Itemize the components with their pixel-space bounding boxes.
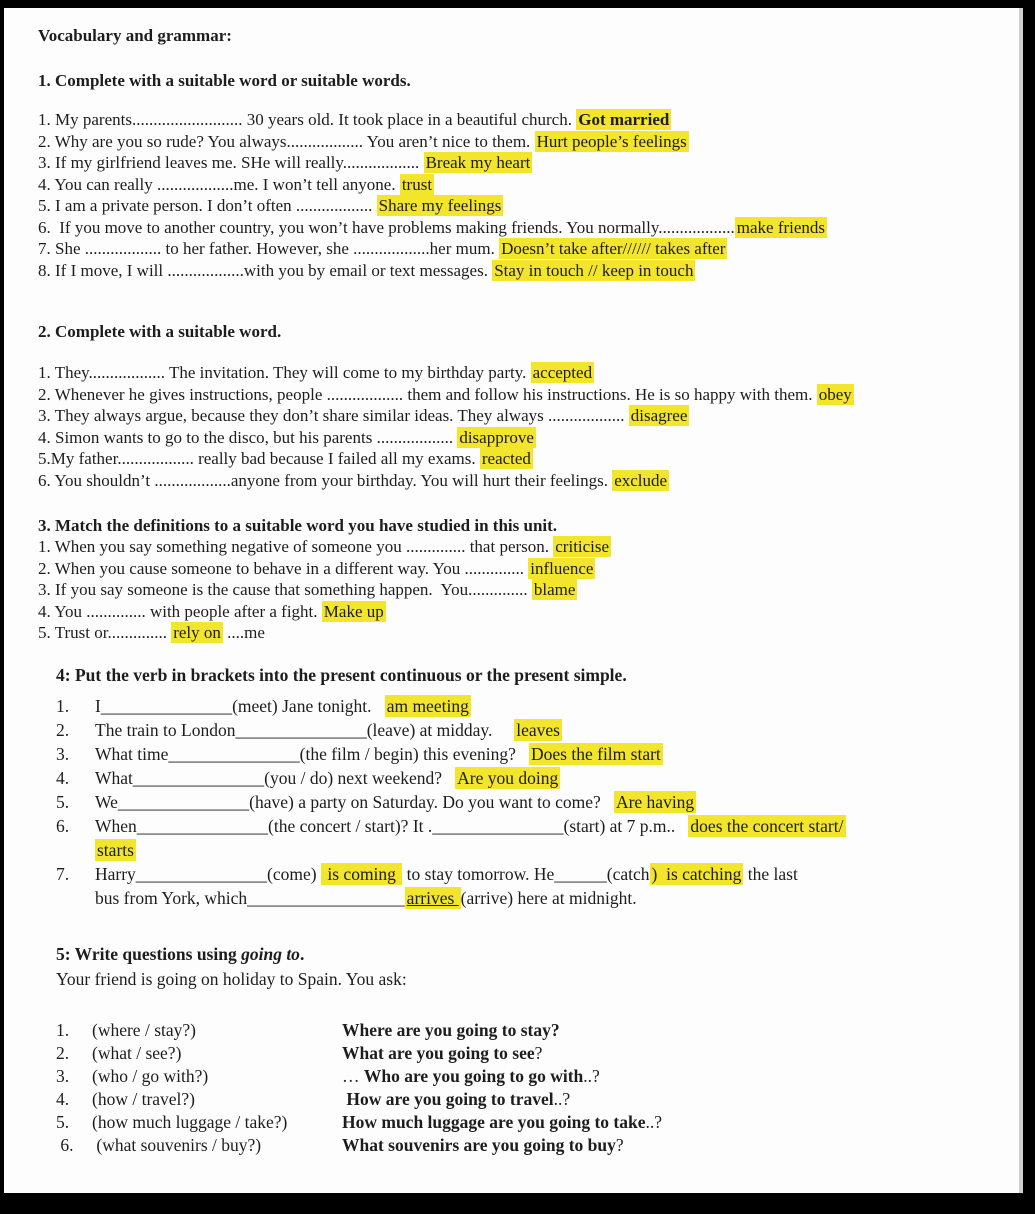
text-run: ..? [553, 1088, 571, 1109]
highlighted-answer: Make up [323, 601, 384, 621]
text-run: 1. Complete with a suitable word or suitable words. [38, 71, 411, 90]
exercise-line [38, 622, 1011, 644]
text-run: (arrive) here at midnight. [460, 887, 637, 908]
highlighted-answer: Are having [615, 791, 695, 812]
item-number: 2. [56, 1042, 70, 1063]
highlighted-answer: Hurt people’s feelings [536, 131, 687, 151]
question-prompt: (where / stay?) [92, 1019, 196, 1040]
exercise-item [56, 766, 1011, 790]
exercise-line [38, 448, 1011, 470]
section-2 [38, 322, 1011, 491]
item-number: 5. [56, 791, 70, 812]
text-run: The train to London_______________(leave) at midday. [95, 719, 515, 740]
text-run: 3. They always argue, because they don’t share similar ideas. They always .................. [38, 406, 629, 425]
highlighted-answer: influence [530, 558, 594, 578]
highlighted-answer: make friends [736, 217, 826, 237]
text-run: 4. You .............. with people after a fight. [38, 601, 322, 621]
highlighted-answer: disapprove [459, 427, 534, 447]
text-run: ....me [222, 623, 265, 642]
question-prompt: (what / see?) [92, 1042, 182, 1063]
item-number: 5. [56, 1111, 70, 1132]
section-5-intro: Your friend is going on holiday to Spain. You ask: [56, 968, 407, 989]
highlighted-answer: starts [97, 839, 134, 860]
item-number: 2. [56, 719, 70, 740]
exercise-line [38, 579, 1011, 601]
highlighted-answer: Are you doing [457, 767, 559, 788]
highlighted-answer: obey [818, 384, 852, 404]
section-2-heading [38, 322, 1011, 342]
text-run: 3. If my girlfriend leaves me. SHe will really.................. [38, 153, 424, 172]
highlighted-answer: arrives [406, 887, 459, 908]
text-run: ? [534, 1042, 543, 1063]
text-run: 3. If you say someone is the cause that something happen. You.............. [38, 580, 532, 599]
text-run: … [342, 1065, 364, 1086]
question-answer [342, 1134, 1011, 1157]
item-number: 3. [56, 1065, 70, 1086]
section-4-heading [56, 665, 1011, 686]
item-number: 1. [56, 1019, 70, 1040]
highlighted-answer: does the concert start/ [690, 815, 844, 836]
section-1-heading [38, 71, 1011, 91]
text-run: What are you going to see [342, 1042, 535, 1063]
exercise-item [56, 742, 1011, 766]
item-number: 7. [56, 863, 70, 884]
exercise-line [38, 427, 1011, 449]
question-answer [342, 1088, 1011, 1111]
page-title: Vocabulary and grammar: [38, 26, 232, 45]
section-5 [56, 944, 1011, 1157]
text-run: Harry_______________(come) [95, 863, 321, 884]
question-prompt: (who / go with?) [92, 1065, 209, 1086]
text-run: 5. I am a private person. I don’t often .................. [38, 196, 377, 215]
exercise-line [38, 131, 1011, 153]
item-content [95, 766, 1011, 790]
text-run: 5: Write questions using [56, 943, 242, 964]
question-item [56, 1111, 1011, 1134]
text-run: bus from York, which__________________ [95, 887, 405, 908]
text-run: going to [241, 943, 300, 964]
text-run: 1. They.................. The invitation. They will come to my birthday party. [38, 363, 531, 382]
question-answer [342, 1019, 1011, 1042]
highlighted-answer: exclude [614, 470, 668, 490]
exercise-line [38, 384, 1011, 406]
highlighted-answer: accepted [532, 363, 593, 382]
text-run: What_______________(you / do) next weekend? [95, 767, 456, 788]
exercise-line [38, 174, 1011, 196]
exercise-line [38, 195, 1011, 217]
text-run: . [299, 943, 305, 964]
highlighted-answer: disagree [630, 406, 688, 425]
question-answer [342, 1111, 1011, 1134]
text-run: Where are you going to stay? [342, 1019, 560, 1040]
exercise-item [56, 814, 1011, 862]
text-run: How much luggage are you going to take [342, 1111, 646, 1132]
question-prompt: (how much luggage / take?) [92, 1111, 288, 1132]
highlighted-answer: am meeting [386, 695, 469, 716]
text-run: 6. If you move to another country, you won’t have problems making friends. You normally.................. [38, 217, 735, 237]
text-run: When_______________(the concert / start)? It ._______________(start) at 7 p.m.. [95, 815, 689, 836]
text-run: 5.My father.................. really bad because I failed all my exams. [38, 449, 480, 468]
question-answer [342, 1042, 1011, 1065]
question-prompt: (how / travel?) [92, 1088, 196, 1109]
highlighted-answer: rely on [173, 623, 221, 642]
text-run: 2. Complete with a suitable word. [38, 322, 282, 341]
item-number: 6. [56, 1134, 74, 1155]
exercise-item [56, 790, 1011, 814]
question-item [56, 1088, 1011, 1111]
text-run: What time_______________(the film / begin) this evening? [95, 743, 530, 764]
question-item [56, 1019, 1011, 1042]
text-run: ..? [583, 1065, 600, 1086]
item-content [95, 742, 1011, 766]
text-run: 4: Put the verb in brackets into the present continuous or the present simple. [56, 664, 627, 685]
text-run: 4. Simon wants to go to the disco, but his parents .................. [38, 427, 458, 447]
exercise-line [38, 601, 1011, 623]
text-run: What souvenirs are you going to buy [342, 1134, 616, 1155]
text-run: to stay tomorrow. He______(catch [402, 863, 650, 884]
text-run: We_______________(have) a party on Saturday. Do you want to come? [95, 791, 614, 812]
text-run: 3. Match the definitions to a suitable word you have studied in this unit. [38, 516, 558, 535]
highlighted-answer: Share my feelings [378, 196, 502, 215]
exercise-line [38, 152, 1011, 174]
section-1 [38, 71, 1011, 281]
exercise-line [38, 536, 1011, 558]
item-content [95, 790, 1011, 814]
text-run: 2. Whenever he gives instructions, people .................. them and follow his instructions. He is so happy with them. [38, 384, 817, 404]
worksheet-page [4, 8, 1023, 1193]
highlighted-answer: reacted [481, 449, 531, 468]
question-item [56, 1134, 1011, 1157]
text-run: 6. You shouldn’t ..................anyone from your birthday. You will hurt their feelings. [38, 470, 613, 490]
item-number: 4. [56, 767, 70, 788]
item-content [95, 694, 1011, 718]
exercise-line [38, 238, 1011, 260]
item-number: 4. [56, 1088, 70, 1109]
question-item [56, 1042, 1011, 1065]
text-run: 4. You can really ..................me. I won’t tell anyone. [38, 174, 400, 194]
text-run: 5. Trust or.............. [38, 623, 172, 642]
highlighted-answer: ) is catching [651, 863, 742, 884]
text-run: 8. If I move, I will ..................with you by email or text messages. [38, 260, 493, 280]
exercise-item [56, 694, 1011, 718]
question-prompt: (what souvenirs / buy?) [92, 1134, 262, 1155]
item-number: 6. [56, 815, 70, 836]
question-item [56, 1065, 1011, 1088]
text-run: the last [743, 863, 798, 884]
text-run: I_______________(meet) Jane tonight. [95, 695, 385, 716]
question-answer [342, 1065, 1011, 1088]
highlighted-answer: Does the film start [531, 743, 661, 764]
highlighted-answer: blame [533, 580, 576, 599]
item-content [95, 814, 1011, 862]
text-run: Who are you going to go with [363, 1065, 584, 1086]
text-run: 1. My parents.......................... 30 years old. It took place in a beautiful church. [38, 110, 577, 129]
exercise-line [38, 405, 1011, 427]
section-3-heading [38, 516, 1011, 536]
text-run: 7. She .................. to her father. However, she ..................her mum. [38, 239, 500, 258]
sections [38, 71, 1011, 1157]
exercise-line [38, 362, 1011, 384]
section-4 [56, 665, 1011, 910]
section-5-heading [56, 944, 1011, 965]
text-run: 1. When you say something negative of someone you .............. that person. [38, 537, 554, 556]
exercise-item [56, 718, 1011, 742]
text-run: 2. Why are you so rude? You always.................. You aren’t nice to them. [38, 131, 535, 151]
exercise-line [38, 217, 1011, 239]
exercise-line [38, 558, 1011, 580]
exercise-line [38, 109, 1011, 131]
highlighted-answer: Doesn’t take after////// takes after [501, 239, 726, 258]
text-run: 2. When you cause someone to behave in a different way. You .............. [38, 558, 529, 578]
text-run: How are you going to travel [346, 1088, 554, 1109]
highlighted-answer: criticise [555, 537, 610, 556]
highlighted-answer: Stay in touch // keep in touch [494, 260, 694, 280]
highlighted-answer: leaves [516, 719, 560, 740]
item-content [95, 718, 1011, 742]
exercise-line [38, 260, 1011, 282]
section-3 [38, 516, 1011, 644]
highlighted-answer: Got married [578, 110, 670, 129]
exercise-line [38, 470, 1011, 492]
highlighted-answer: is coming [323, 863, 401, 884]
highlighted-answer: Break my heart [425, 153, 531, 172]
text-run: ? [615, 1134, 624, 1155]
highlighted-answer: trust [401, 174, 433, 194]
item-content [95, 862, 1011, 910]
text-run: ..? [645, 1111, 663, 1132]
exercise-item [56, 862, 1011, 910]
item-number: 1. [56, 695, 70, 716]
item-number: 3. [56, 743, 70, 764]
